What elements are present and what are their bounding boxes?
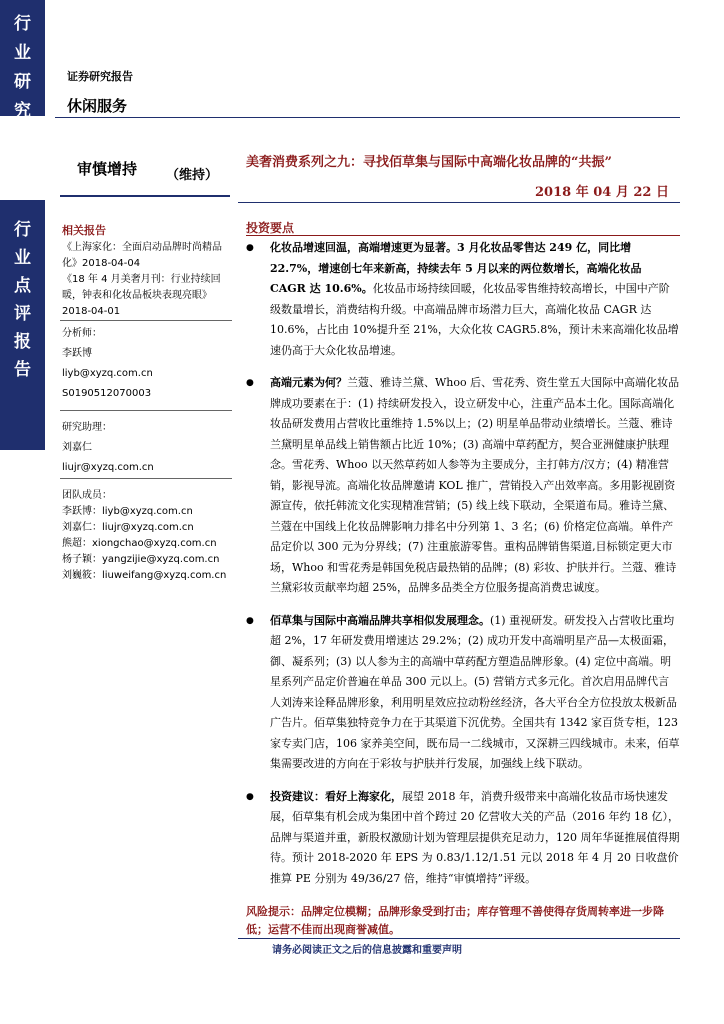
disclaimer: 请务必阅读正文之后的信息披露和重要声明 — [272, 945, 462, 956]
rating-label: 审慎增持 — [77, 160, 138, 178]
bullet-lead: 佰草集与国际中高端品牌共享相似发展理念。 — [270, 613, 490, 627]
bullet-growth — [246, 238, 680, 361]
team-member[interactable]: 刘巍筱：liuweifang@xyzq.com.cn — [62, 570, 227, 581]
report-date: 2018 年 04 月 22 日 — [535, 185, 669, 200]
tab-char: 告 — [14, 360, 31, 380]
bullet-text: 兰蔻、雅诗兰黛、Whoo 后、雪花秀、资生堂五大国际中高端化妆品牌成功要素在于：(1) 持续研发投入，设立研发中心，注重产品本土化。国际高端化妆品研发费用占营收比重维持 1.5%以上；(2) 明星单品带动业绩增长。兰蔻、雅诗兰黛明星单品线上销售额占比近 10%；(3) 高端中草药配方，契合亚洲健康护肤理念。雪花秀、Whoo 以天然草药如人参等为主要成分，主打韩方/汉方；(4) 精准营销，影视导流。高端化妆品牌邀请 KOL 推广，营销投入产出效率高。多用影视剧资源宣传，依托韩流文化实现精准营销；(5) 线上线下联动，全渠道布局。雅诗兰黛、兰蔻在中国线上化妆品牌影响力排名中分列第 1、3 名；(6) 价格定位高端。单件产品定价以 300 元为分界线；(7) 注重旅游零售。重构品牌销售渠道,目标锁定更大市场，Whoo 和雪花秀是韩国免税店最热销的品牌；(8) 彩妆、护肤并行。兰蔻、雅诗兰黛彩妆贡献率均超 25%，品牌多品类全方位服务提高消费忠诚度。 — [270, 376, 680, 594]
bullet-lead: 投资建议：看好上海家化， — [270, 789, 402, 803]
related-reports-list — [62, 240, 232, 320]
tab-char: 究 — [14, 101, 31, 121]
team-block — [62, 488, 232, 584]
bullet-lead: 高端元素为何？ — [270, 376, 347, 389]
tab-char: 业 — [14, 43, 31, 63]
rating-sub-label: （维持） — [166, 168, 219, 183]
team-label: 团队成员： — [62, 490, 112, 501]
tab-char: 行 — [14, 220, 31, 240]
team-member[interactable]: 熊超：xiongchao@xyzq.com.cn — [62, 538, 217, 549]
related-report-item[interactable]: 《上海家化：全面启动品牌时尚精品化》2018-04-04 — [62, 242, 222, 269]
team-member[interactable]: 杨子颖：yangzijie@xyzq.com.cn — [62, 554, 220, 565]
investment-points-heading: 投资要点 — [246, 221, 295, 235]
bullet-lead: 化妆品增速回温，高端增速更为显著。3 月化妆品零售达 249 亿，同比增 22.7%，增速创七年来新高，持续去年 5 月以来的两位数增长，高端化妆品 CAGR 达 10.6%。 — [270, 241, 642, 295]
industry-name: 休闲服务 — [67, 97, 128, 115]
tab-char: 研 — [14, 72, 31, 92]
rating-divider — [60, 195, 230, 197]
tab-char: 评 — [14, 304, 31, 324]
team-member[interactable]: 李跃博：liyb@xyzq.com.cn — [62, 506, 193, 517]
analyst-label: 分析师： — [62, 328, 102, 339]
bullet-text: (1) 重视研发。研发投入占营收比重均超 2%，17 年研发费用增速达 29.2%；(2) 成功开发中高端明星产品—太极面霜，御、凝系列；(3) 以人参为主的高端中草药配方塑造品牌形象。(4) 定位中高端。明星系列产品定价普遍在单品 300 元以上。(5) 营销方式多元化。首次启用品牌代言人刘涛来诠释品牌形象，利用明星效应拉动粉丝经济，各大平台全方位投放太极新品广告片。佰草集独特竞争力在于其渠道下沉优势。全国共有 1342 家百货专柜，123 家专卖门店，106 家养美空间，既布局一二线城市，又深耕三四线城市。未来，佰草集需要改进的方向在于彩妆与护肤并行发展，加强线上线下联动。 — [270, 613, 680, 770]
related-report-item[interactable]: 《18 年 4 月美奢月刊：行业持续回暖，钟表和化妆品板块表现亮眼》2018-04-01 — [62, 274, 221, 317]
section-divider — [60, 320, 232, 321]
assistant-label: 研究助理： — [62, 422, 112, 433]
section-divider — [60, 478, 232, 479]
assistant-block — [62, 420, 232, 476]
tab-char: 业 — [14, 248, 31, 268]
tab-char: 报 — [14, 332, 31, 352]
footer-divider — [238, 938, 680, 939]
analyst-email[interactable]: liyb@xyzq.com.cn — [62, 368, 153, 379]
tab-char: 点 — [14, 276, 31, 296]
investment-points-divider — [246, 235, 680, 236]
analyst-name: 李跃博 — [62, 348, 92, 359]
category-tab-research — [0, 0, 45, 121]
tab-char: 行 — [14, 14, 31, 34]
section-divider — [60, 410, 232, 411]
report-title: 美奢消费系列之九：寻找佰草集与国际中高端化妆品牌的“共振” — [246, 155, 612, 170]
bullet-premium-elements — [246, 373, 680, 599]
related-reports-heading: 相关报告 — [62, 224, 106, 237]
bullet-investment-advice — [246, 787, 680, 890]
assistant-name: 刘嘉仁 — [62, 442, 92, 453]
team-member[interactable]: 刘嘉仁：liujr@xyzq.com.cn — [62, 522, 194, 533]
risk-warning: 风险提示：品牌定位模糊；品牌形象受到打击；库存管理不善使得存货周转率进一步降低；运营不佳而出现商誉减值。 — [246, 905, 664, 936]
analyst-block — [62, 326, 232, 402]
bullet-text: 化妆品市场持续回暖，化妆品零售维持较高增长，中国中产阶级数量增长，消费结构升级。中高端品牌市场潜力巨大，高端化妆品 CAGR 达 10.6%，占比由 10%提升至 21%，大众化妆 CAGR5.8%，预计未来高端化妆品增速仍高于大众化妆品增速。 — [270, 282, 679, 357]
bullet-herborist — [246, 611, 680, 775]
assistant-email[interactable]: liujr@xyzq.com.cn — [62, 462, 154, 473]
report-type: 证券研究报告 — [67, 70, 133, 83]
header-divider — [55, 117, 680, 118]
investment-points-list — [246, 238, 680, 901]
category-tab-report — [0, 200, 45, 450]
analyst-cert: S0190512070003 — [62, 388, 152, 399]
bullet-text: 展望 2018 年，消费升级带来中高端化妆品市场快速发展，佰草集有机会成为集团中首个跨过 20 亿营收大关的产品（2016 年约 18 亿），品牌与渠道并重，新股权激励计划为管理层提供充足动力，120 周年华诞推展值得期待。预计 2018-2020 年 EPS 为 0.83/1.12/1.51 元以 2018 年 4 月 20 日收盘价推算 PE 分别为 49/36/27 倍，维持“审慎增持”评级。 — [270, 789, 680, 885]
title-divider — [238, 202, 680, 203]
